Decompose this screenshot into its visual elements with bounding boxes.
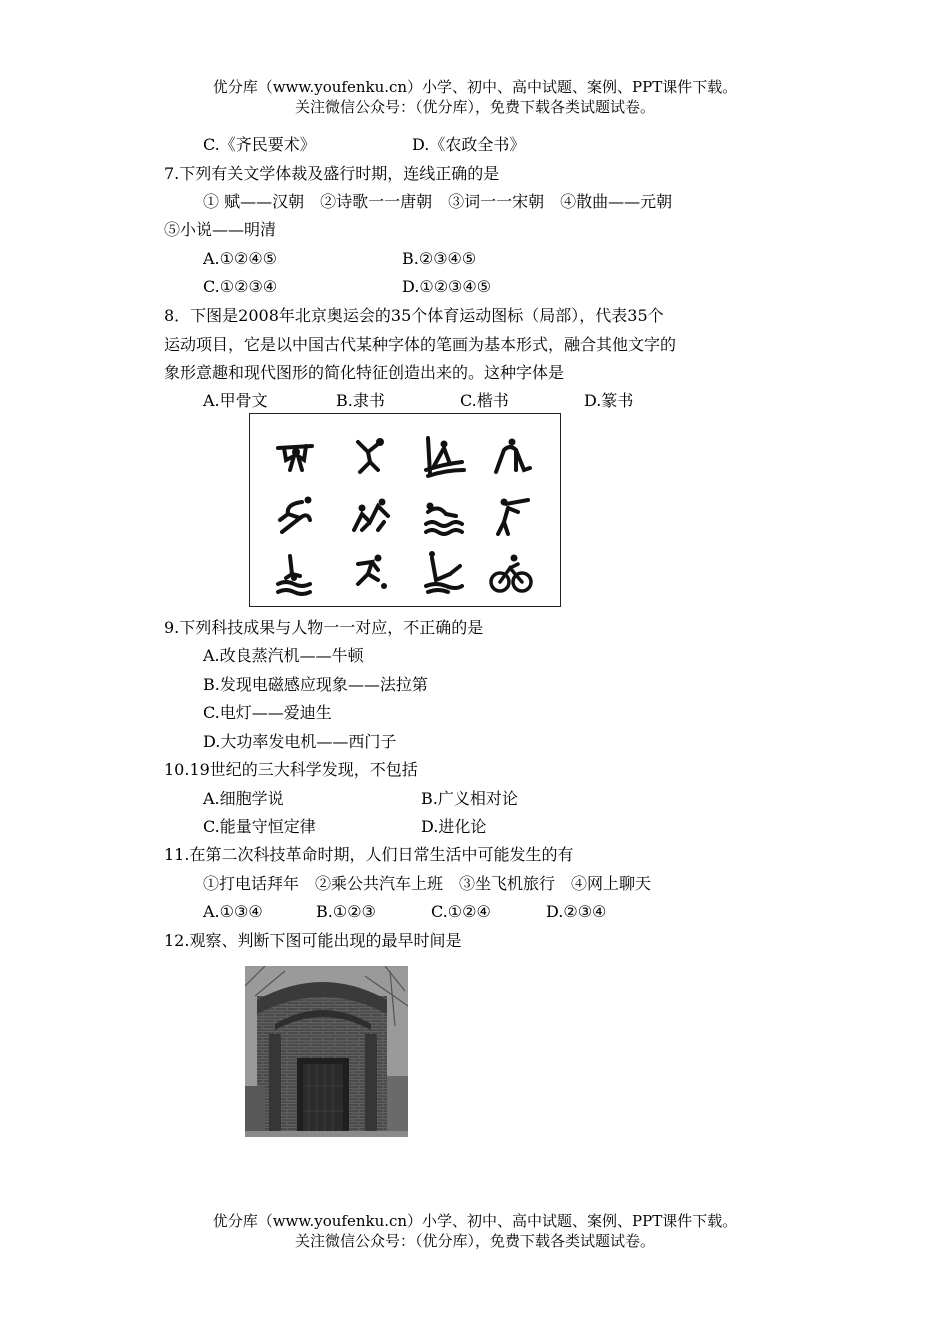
running-icon <box>348 434 394 480</box>
sailing-icon <box>420 550 466 596</box>
football-icon <box>348 550 394 596</box>
q8-stem-line-3: 象形意趣和现代图形的简化特征创造出来的。这种字体是 <box>164 363 565 382</box>
q11-items: ①打电话拜年 ②乘公共汽车上班 ③坐飞机旅行 ④网上聊天 <box>203 874 652 893</box>
footer-line-2: 关注微信公众号：（优分库），免费下载各类试题试卷。 <box>294 1232 655 1250</box>
q7-items-line-2: ⑤小说——明清 <box>164 220 277 239</box>
q7-items-line-1: ① 赋——汉朝 ②诗歌一一唐朝 ③词一一宋朝 ④散曲——元朝 <box>203 192 673 211</box>
header-line-1: 优分库（www.youfenku.cn）小学、初中、高中试题、案例、PPT课件下载。 <box>212 78 738 96</box>
swimming-icon <box>420 494 466 540</box>
q7-option-a: A.①②④⑤ <box>203 249 278 268</box>
cycling-icon <box>488 550 534 596</box>
q11-option-b: B.①②③ <box>316 902 376 921</box>
q10-stem: 10.19世纪的三大科学发现，不包括 <box>164 760 418 779</box>
gymnastics-icon <box>272 494 318 540</box>
q8-option-a: A.甲骨文 <box>203 391 268 410</box>
q7-stem: 7.下列有关文学体裁及盛行时期，连线正确的是 <box>164 164 500 183</box>
q6-option-c: C.《齐民要术》 <box>203 135 316 154</box>
q10-option-c: C.能量守恒定律 <box>203 817 316 836</box>
q9-option-c: C.电灯——爱迪生 <box>203 703 332 722</box>
q8-option-b: B.隶书 <box>336 391 385 410</box>
header-line-2: 关注微信公众号：（优分库），免费下载各类试题试卷。 <box>294 98 655 116</box>
old-gate-photo <box>245 966 408 1137</box>
q9-option-d: D.大功率发电机——西门子 <box>203 732 397 751</box>
wrestling-icon <box>348 494 394 540</box>
q11-option-c: C.①②④ <box>431 902 491 921</box>
q9-stem: 9.下列科技成果与人物一一对应，不正确的是 <box>164 618 484 637</box>
q7-option-b: B.②③④⑤ <box>402 249 477 268</box>
q8-stem-line-2: 运动项目，它是以中国古代某种字体的笔画为基本形式，融合其他文字的 <box>164 335 677 354</box>
canoe-icon <box>420 434 466 480</box>
q10-option-d: D.进化论 <box>421 817 487 836</box>
q9-option-a: A.改良蒸汽机——牛顿 <box>203 646 364 665</box>
shooting-icon <box>488 494 534 540</box>
q10-option-b: B.广义相对论 <box>421 789 518 808</box>
q8-option-c: C.楷书 <box>460 391 509 410</box>
q9-option-b: B.发现电磁感应现象——法拉第 <box>203 675 428 694</box>
diving-icon <box>272 550 318 596</box>
q11-option-d: D.②③④ <box>546 902 607 921</box>
q6-option-d: D.《农政全书》 <box>412 135 526 154</box>
q7-option-d: D.①②③④⑤ <box>402 277 492 296</box>
footer-line-1: 优分库（www.youfenku.cn）小学、初中、高中试题、案例、PPT课件下载。 <box>212 1212 738 1230</box>
q7-option-c: C.①②③④ <box>203 277 278 296</box>
q12-stem: 12.观察、判断下图可能出现的最早时间是 <box>164 931 462 950</box>
hockey-icon <box>488 434 534 480</box>
q8-option-d: D.篆书 <box>584 391 634 410</box>
q11-option-a: A.①③④ <box>203 902 263 921</box>
weightlifting-icon <box>272 434 318 480</box>
q8-stem-line-1: 8．下图是2008年北京奥运会的35个体育运动图标（局部），代表35个 <box>164 306 664 325</box>
q10-option-a: A.细胞学说 <box>203 789 284 808</box>
q11-stem: 11.在第二次科技革命时期，人们日常生活中可能发生的有 <box>164 845 574 864</box>
olympic-pictograms-figure <box>249 413 561 607</box>
